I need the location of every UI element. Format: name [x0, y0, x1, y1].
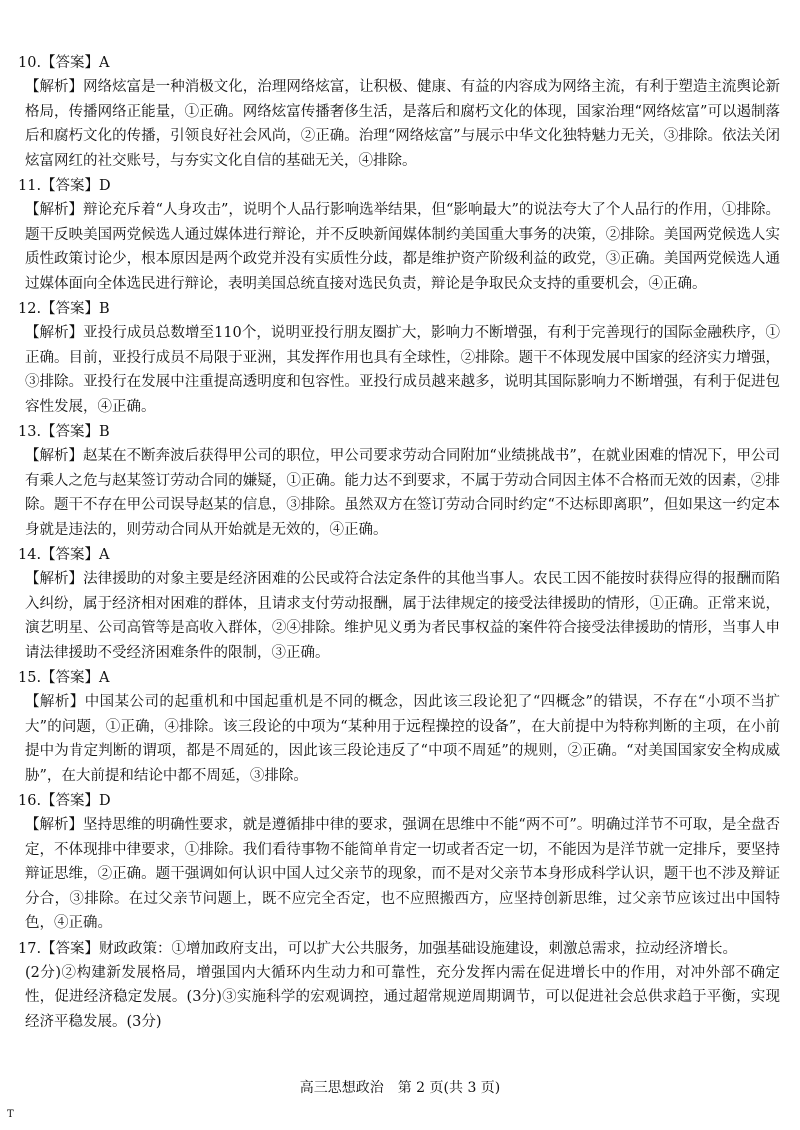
question-answer-heading: 17.【答案】财政政策：①增加政府支出，可以扩大公共服务，加强基础设施建设，刺激总需求，拉动经济增长。 [18, 940, 738, 957]
question-analysis: 【解析】中国某公司的起重机和中国起重机是不同的概念，因此该三段论犯了“四概念”的错误，不存在“小项不当扩大”的问题，①正确，④排除。该三段论的中项为“某种用于远程操控的设备”，在大前提中为特称判断的主项，在小前提中为肯定判断的谓项，都是不周延的，因此该三段论违反了“中项不周延”的规则，②正确。“对美国国家安全构成威胁”，在大前提和结论中都不周延，③排除。 [25, 694, 780, 784]
answer-document [18, 52, 780, 1036]
question-16 [18, 790, 780, 936]
question-analysis: 【解析】坚持思维的明确性要求，就是遵循排中律的要求，强调在思维中不能“两不可”。明确过洋节不可取，是全盘否定，不体现排中律要求，①排除。我们看待事物不能简单肯定一切或者否定一切，不能因为是洋节就一定排斥，要坚持辩证思维，②正确。题干强调如何认识中国人过父亲节的现象，而不是对父亲节本身形成科学认识，题干也不涉及辩证分合，③排除。在过父亲节问题上，既不应完全否定，也不应照搬西方，应坚持创新思维，过父亲节应该过出中国特色，④正确。 [25, 817, 780, 931]
question-answer-heading: 14.【答案】A [18, 547, 110, 563]
question-analysis: 【解析】辩论充斥着“人身攻击”，说明个人品行影响选举结果，但“影响最大”的说法夸大了个人品行的作用，①排除。题干反映美国两党候选人通过媒体进行辩论，并不反映新闻媒体制约美国重大事务的决策，②排除。美国两党候选人实质性政策讨论少，根本原因是两个政党并没有实质性分歧，都是维护资产阶级利益的政党，③正确。美国两党候选人通过媒体面向全体选民进行辩论，表明美国总统直接对选民负责，辩论是争取民众支持的重要机会，④正确。 [25, 202, 780, 292]
question-12 [18, 298, 780, 419]
page-footer: 高三思想政治 第 2 页(共 3 页) [299, 1080, 501, 1096]
question-answer-heading: 15.【答案】A [18, 670, 110, 686]
question-analysis: 【解析】法律援助的对象主要是经济困难的公民或符合法定条件的其他当事人。农民工因不能按时获得应得的报酬而陷入纠纷，属于经济相对困难的群体，且请求支付劳动报酬，属于法律规定的接受法律援助的情形，①正确。正常来说，演艺明星、公司高管等是高收入群体，②④排除。维护见义勇为者民事权益的案件符合接受法律援助的情形，当事人申请法律援助不受经济困难条件的限制，③正确。 [25, 571, 780, 661]
question-10 [18, 52, 780, 173]
question-13 [18, 421, 780, 542]
question-answer-heading: 12.【答案】B [18, 301, 110, 317]
question-14 [18, 544, 780, 665]
question-17 [18, 938, 780, 1035]
question-15 [18, 667, 780, 788]
question-11 [18, 175, 780, 296]
question-analysis: 【解析】赵某在不断奔波后获得甲公司的职位，甲公司要求劳动合同附加“业绩挑战书”，在就业困难的情况下，甲公司有乘人之危与赵某签订劳动合同的嫌疑，①正确。能力达不到要求，不属于劳动合同因主体不合格而无效的因素，②排除。题干不存在甲公司误导赵某的信息，③排除。虽然双方在签订劳动合同时约定“不达标即离职”，但如果这一约定本身就是违法的，则劳动合同从开始就是无效的，④正确。 [25, 448, 780, 538]
question-answer-body: (2分)②构建新发展格局，增强国内大循环内生动力和可靠性，充分发挥内需在促进增长中的作用，对冲外部不确定性，促进经济稳定发展。(3分)③实施科学的宏观调控，通过超常规逆周期调节，可以促进社会总供求趋于平衡，实现经济平稳发展。(3分) [25, 964, 780, 1030]
question-answer-heading: 16.【答案】D [18, 793, 111, 809]
question-answer-heading: 11.【答案】D [18, 178, 111, 194]
question-answer-heading: 13.【答案】B [18, 424, 110, 440]
question-answer-heading: 10.【答案】A [18, 55, 110, 71]
corner-mark: T [7, 1109, 14, 1120]
question-analysis: 【解析】网络炫富是一种消极文化，治理网络炫富，让积极、健康、有益的内容成为网络主流，有利于塑造主流舆论新格局，传播网络正能量，①正确。网络炫富传播奢侈生活，是落后和腐朽文化的体现，国家治理“网络炫富”可以遏制落后和腐朽文化的传播，引领良好社会风尚，②正确。治理“网络炫富”与展示中华文化独特魅力无关，③排除。依法关闭炫富网红的社交账号，与夯实文化自信的基础无关，④排除。 [25, 79, 780, 169]
question-analysis: 【解析】亚投行成员总数增至110个，说明亚投行朋友圈扩大，影响力不断增强，有利于完善现行的国际金融秩序，①正确。目前，亚投行成员不局限于亚洲，其发挥作用也具有全球性，②排除。题干不体现发展中国家的经济实力增强，③排除。亚投行在发展中注重提高透明度和包容性。亚投行成员越来越多，说明其国际影响力不断增强，有利于促进包容性发展，④正确。 [25, 325, 780, 415]
